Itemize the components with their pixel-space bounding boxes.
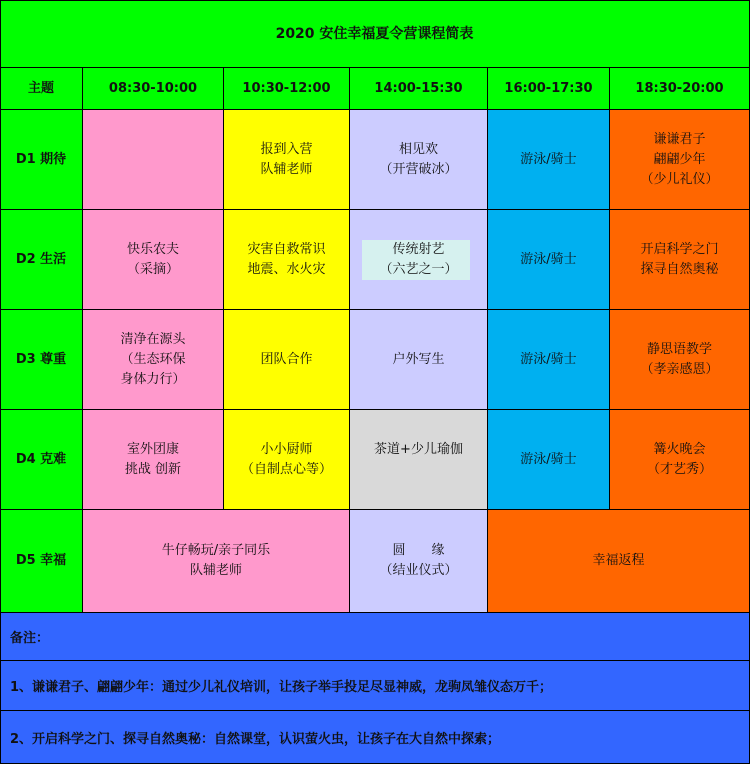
d3-slot-4: 游泳/骑士 [488, 310, 610, 410]
header-slot-5: 18:30-20:00 [610, 68, 750, 110]
notes-heading: 备注： [0, 613, 750, 661]
d4-slot-2: 小小厨师 （自制点心等） [224, 410, 350, 510]
header-slot-3: 14:00-15:30 [350, 68, 488, 110]
d1-slot-1 [83, 110, 224, 210]
header-slot-4: 16:00-17:30 [488, 68, 610, 110]
d2-slot-4: 游泳/骑士 [488, 210, 610, 310]
d5-evening: 幸福返程 [488, 510, 750, 613]
d3-slot-5: 静思语教学 （孝亲感恩） [610, 310, 750, 410]
d4-slot-3: 茶道+少儿瑜伽 [350, 410, 488, 510]
d3-slot-3: 户外写生 [350, 310, 488, 410]
d2-slot-2: 灾害自救常识 地震、水火灾 [224, 210, 350, 310]
d2-slot-5: 开启科学之门 探寻自然奥秘 [610, 210, 750, 310]
d3-slot-1: 清净在源头 （生态环保 身体力行） [83, 310, 224, 410]
d2-slot-3 [350, 210, 488, 310]
d1-slot-2: 报到入营 队辅老师 [224, 110, 350, 210]
d4-slot-5: 篝火晚会 （才艺秀） [610, 410, 750, 510]
d5-morning: 牛仔畅玩/亲子同乐 队辅老师 [83, 510, 350, 613]
d4-slot-1: 室外团康 挑战 创新 [83, 410, 224, 510]
note-item: 1、谦谦君子、翩翩少年：通过少儿礼仪培训，让孩子举手投足尽显神威，龙驹凤雏仪态万千； [0, 661, 750, 711]
row-label-d1: D1 期待 [0, 110, 83, 210]
d2-slot-3-text: 传统射艺 （六艺之一） [379, 241, 458, 277]
row-label-d5: D5 幸福 [0, 510, 83, 613]
d1-slot-5: 谦谦君子 翩翩少年 （少儿礼仪） [610, 110, 750, 210]
d4-slot-4: 游泳/骑士 [488, 410, 610, 510]
row-label-d2: D2 生活 [0, 210, 83, 310]
d2-slot-1: 快乐农夫 （采摘） [83, 210, 224, 310]
row-label-d4: D4 克难 [0, 410, 83, 510]
note-item: 2、开启科学之门、探寻自然奥秘：自然课堂，认识萤火虫，让孩子在大自然中探索； [0, 711, 750, 764]
header-theme: 主题 [0, 68, 83, 110]
d1-slot-3: 相见欢 （开营破冰） [350, 110, 488, 210]
row-label-d3: D3 尊重 [0, 310, 83, 410]
d3-slot-2: 团队合作 [224, 310, 350, 410]
d5-afternoon: 圆 缘 （结业仪式） [350, 510, 488, 613]
page-title: 2020 安住幸福夏令营课程简表 [0, 0, 750, 68]
d1-slot-4: 游泳/骑士 [488, 110, 610, 210]
header-slot-2: 10:30-12:00 [224, 68, 350, 110]
header-slot-1: 08:30-10:00 [83, 68, 224, 110]
